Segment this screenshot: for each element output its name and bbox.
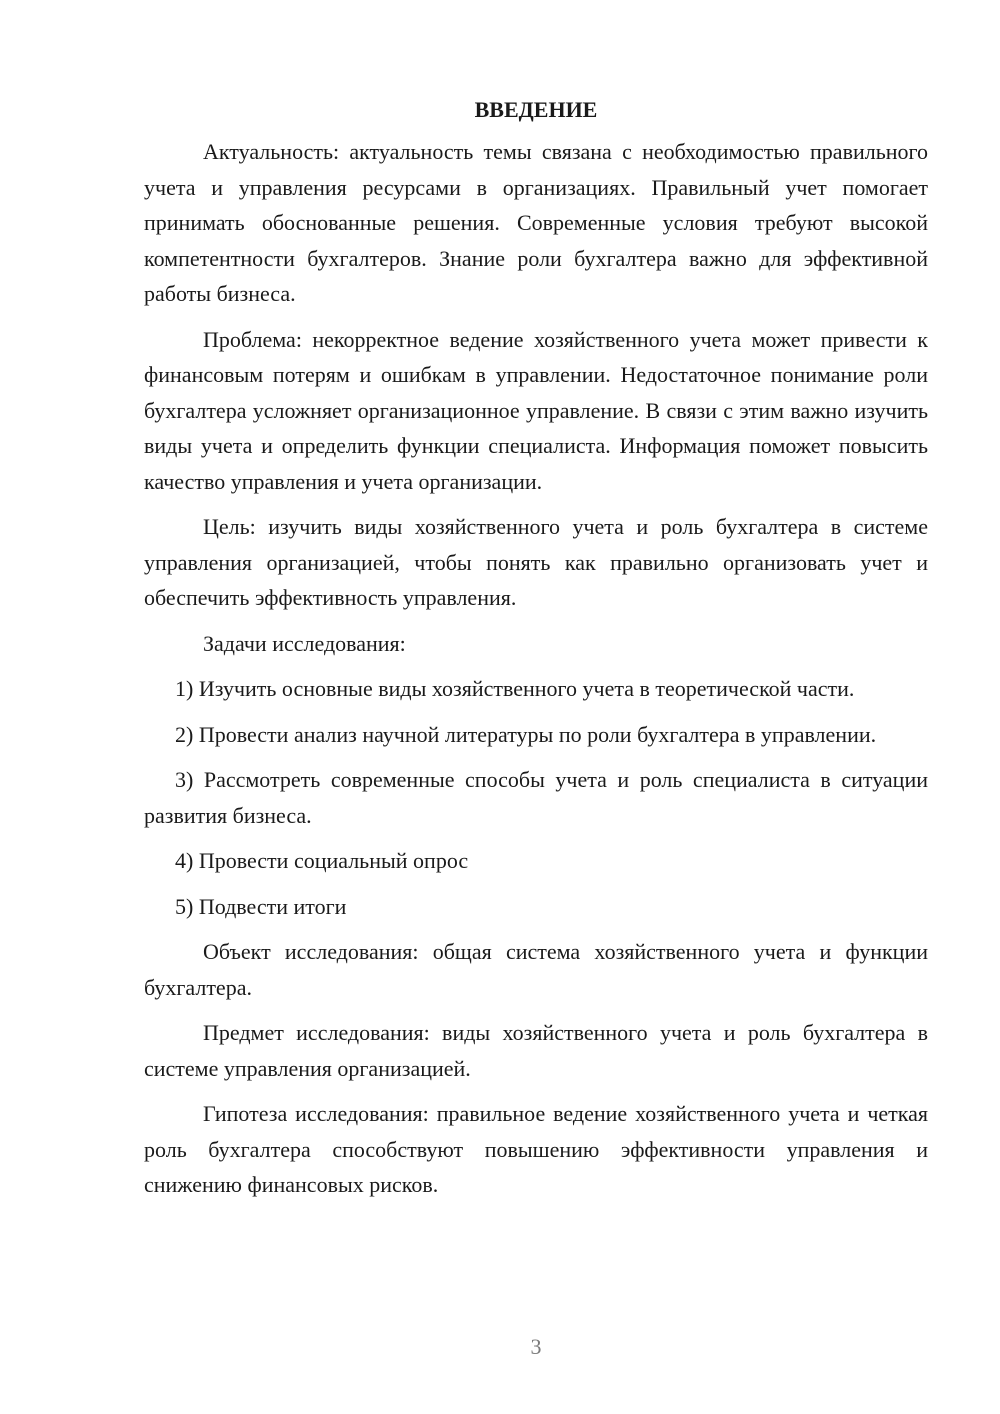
task-item-5: 5) Подвести итоги (175, 893, 347, 919)
task-item-1: 1) Изучить основные виды хозяйственного учета в теоретической части. (175, 676, 855, 701)
task-item-2: 2) Провести анализ научной литературы по роли бухгалтера в управлении. (175, 721, 877, 747)
subject-paragraph: Предмет исследования: виды хозяйственного учета и роль бухгалтера в системе управления организацией. (144, 1020, 928, 1081)
page-title: ВВЕДЕНИЕ (474, 97, 598, 122)
object-paragraph: Объект исследования: общая система хозяйственного учета и функции бухгалтера. (144, 939, 928, 1000)
hypothesis-paragraph: Гипотеза исследования: правильное ведение хозяйственного учета и четкая роль бухгалтера способствуют повышению эффективности управления и снижению финансовых рисков. (144, 1101, 928, 1197)
page-number: 3 (530, 1334, 542, 1359)
problem-paragraph: Проблема: некорректное ведение хозяйственного учета может привести к финансовым потерям и ошибкам в управлении. Недостаточное понимание роли бухгалтера усложняет организационное управление. В связи с этим важно изучить виды учета и определить функции специалиста. Информация поможет повысить качество управления и учета организации. (144, 326, 928, 494)
tasks-heading: Задачи исследования: (203, 630, 406, 656)
task-item-4: 4) Провести социальный опрос (175, 848, 469, 873)
relevance-paragraph: Актуальность: актуальность темы связана с необходимостью правильного учета и управления ресурсами в организациях. Правильный учет помогает принимать обоснованные решения. Современные условия требуют высокой компетентности бухгалтеров. Знание роли бухгалтера важно для эффективной работы бизнеса. (144, 139, 928, 306)
goal-paragraph: Цель: изучить виды хозяйственного учета и роль бухгалтера в системе управления организацией, чтобы понять как правильно организовать учет и обеспечить эффективность управления. (144, 514, 928, 610)
document-page (144, 92, 928, 1203)
task-item-3: 3) Рассмотреть современные способы учета и роль специалиста в ситуации развития бизнеса. (144, 767, 928, 828)
